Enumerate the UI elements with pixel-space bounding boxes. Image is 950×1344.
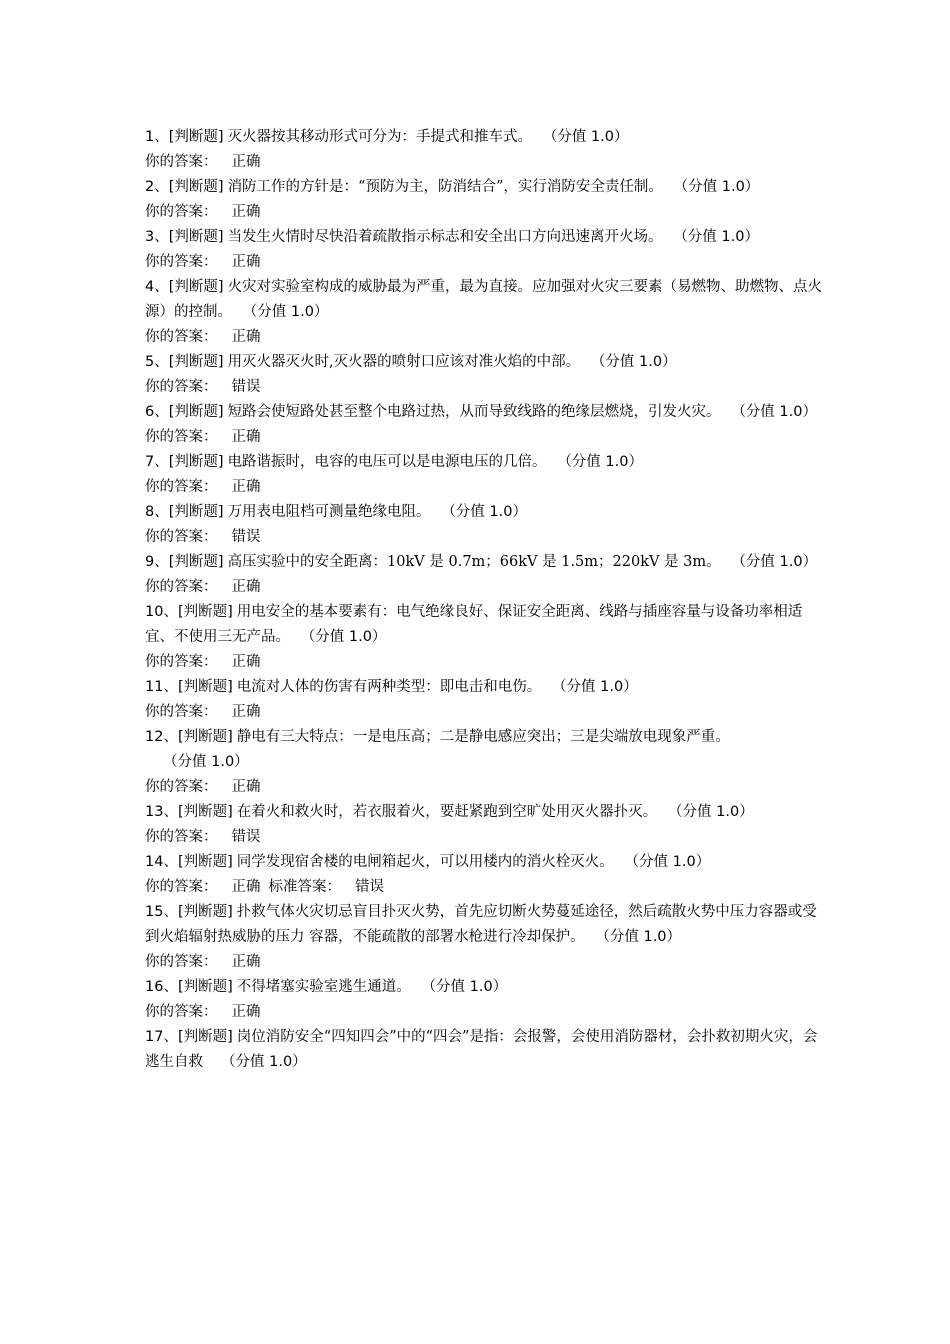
question-number: 2、 xyxy=(145,179,169,195)
answer-value: 正确 xyxy=(231,204,261,220)
answer-label: 你的答案： xyxy=(145,254,218,270)
question-body: 同学发现宿舍楼的电闸箱起火，可以用楼内的消火栓灭火。 xyxy=(236,854,614,870)
question-type: [判断题] xyxy=(168,179,224,195)
question-type: [判断题] xyxy=(177,979,233,995)
answer-label: 你的答案： xyxy=(145,1004,218,1020)
answer-label: 你的答案： xyxy=(145,529,218,545)
question-type: [判断题] xyxy=(168,404,224,420)
question-number: 16、 xyxy=(145,979,178,995)
question-number: 3、 xyxy=(145,229,169,245)
answer-line xyxy=(145,700,825,725)
question-score: （分值 1.0） xyxy=(602,929,682,945)
answer-line xyxy=(145,825,825,850)
question-text-line xyxy=(145,275,825,325)
question-number: 15、 xyxy=(145,904,178,920)
question-score: （分值 1.0） xyxy=(428,979,508,995)
question-type: [判断题] xyxy=(177,804,233,820)
question-score: （分值 1.0） xyxy=(631,854,711,870)
answer-line xyxy=(145,475,825,500)
question-body: 扑救气体火灾切忌盲目扑灭火势，首先应切断火势蔓延途径，然后疏散火势中压力容器或受到火焰辐射热威胁的压力 容器，不能疏散的部署水枪进行冷却保护。 xyxy=(145,904,817,945)
question-type: [判断题] xyxy=(168,229,224,245)
question-score: （分值 1.0） xyxy=(680,179,760,195)
question-body: 高压实验中的安全距离：10kV 是 0.7m；66kV 是 1.5m；220kV 是 3m。 xyxy=(227,554,721,570)
answer-line xyxy=(145,150,825,175)
question-body: 用灭火器灭火时,灭火器的喷射口应该对准火焰的中部。 xyxy=(227,354,581,370)
question-number: 9、 xyxy=(145,554,169,570)
standard-answer-label: 标准答案： xyxy=(268,879,341,895)
question-item xyxy=(145,550,825,600)
question-number: 14、 xyxy=(145,854,178,870)
question-text-line xyxy=(145,125,825,150)
question-body: 万用表电阻档可测量绝缘电阻。 xyxy=(227,504,431,520)
question-body: 短路会使短路处甚至整个电路过热，从而导致线路的绝缘层燃烧，引发火灾。 xyxy=(227,404,721,420)
question-type: [判断题] xyxy=(168,554,224,570)
question-number: 12、 xyxy=(145,729,178,745)
answer-line xyxy=(145,525,825,550)
answer-value: 正确 xyxy=(231,779,261,795)
question-score: （分值 1.0） xyxy=(559,679,638,695)
answer-line xyxy=(145,425,825,450)
answer-value: 正确 xyxy=(231,704,261,720)
answer-label: 你的答案： xyxy=(145,429,218,445)
answer-label: 你的答案： xyxy=(145,879,218,895)
answer-line xyxy=(145,375,825,400)
question-text-line xyxy=(145,600,825,650)
question-body: 电流对人体的伤害有两种类型：即电击和电伤。 xyxy=(236,679,542,695)
question-item xyxy=(145,400,825,450)
question-type: [判断题] xyxy=(168,354,224,370)
answer-label: 你的答案： xyxy=(145,579,218,595)
question-score: （分值 1.0） xyxy=(738,404,817,420)
answer-line xyxy=(145,775,825,800)
question-text-line xyxy=(145,175,825,200)
question-item xyxy=(145,275,825,350)
answer-label: 你的答案： xyxy=(145,154,218,170)
answer-line xyxy=(145,650,825,675)
answer-value: 正确 xyxy=(231,1004,261,1020)
question-number: 8、 xyxy=(145,504,169,520)
question-text-line xyxy=(145,225,825,250)
question-number: 6、 xyxy=(145,404,169,420)
question-item xyxy=(145,600,825,675)
question-type: [判断题] xyxy=(168,504,224,520)
question-score: （分值 1.0） xyxy=(221,1054,307,1070)
question-item xyxy=(145,975,825,1025)
question-number: 1、 xyxy=(145,129,169,145)
answer-label: 你的答案： xyxy=(145,829,218,845)
answer-value: 正确 xyxy=(231,879,261,895)
question-body: 电路谐振时，电容的电压可以是电源电压的几倍。 xyxy=(227,454,547,470)
answer-label: 你的答案： xyxy=(145,329,218,345)
question-number: 17、 xyxy=(145,1029,178,1045)
document-page xyxy=(145,125,825,1075)
answer-label: 你的答案： xyxy=(145,204,218,220)
standard-answer-value: 错误 xyxy=(355,879,384,895)
question-number: 13、 xyxy=(145,804,178,820)
question-number: 10、 xyxy=(145,604,178,620)
question-item xyxy=(145,175,825,225)
question-body: 静电有三大特点：一是电压高；二是静电感应突出；三是尖端放电现象严重。 xyxy=(236,729,730,745)
question-item xyxy=(145,450,825,500)
question-item xyxy=(145,125,825,175)
answer-value: 正确 xyxy=(231,329,261,345)
question-body: 在着火和救火时，若衣服着火，要赶紧跑到空旷处用灭火器扑灭。 xyxy=(236,804,658,820)
question-score: （分值 1.0） xyxy=(448,504,527,520)
answer-line xyxy=(145,250,825,275)
answer-label: 你的答案： xyxy=(145,479,218,495)
question-score: （分值 1.0） xyxy=(163,754,249,770)
answer-label: 你的答案： xyxy=(145,954,218,970)
answer-value: 错误 xyxy=(231,829,261,845)
question-number: 11、 xyxy=(145,679,178,695)
question-type: [判断题] xyxy=(177,604,233,620)
question-type: [判断题] xyxy=(168,279,224,295)
question-item xyxy=(145,350,825,400)
question-item xyxy=(145,800,825,850)
question-text-line xyxy=(145,725,825,775)
question-number: 4、 xyxy=(145,279,169,295)
question-type: [判断题] xyxy=(177,854,233,870)
question-item xyxy=(145,900,825,975)
answer-value: 错误 xyxy=(231,529,261,545)
question-text-line xyxy=(145,1025,825,1075)
question-body: 当发生火情时尽快沿着疏散指示标志和安全出口方向迅速离开火场。 xyxy=(227,229,663,245)
question-type: [判断题] xyxy=(168,129,224,145)
question-text-line xyxy=(145,675,825,700)
question-item xyxy=(145,850,825,900)
answer-value: 错误 xyxy=(231,379,261,395)
question-text-line xyxy=(145,800,825,825)
question-type: [判断题] xyxy=(177,904,233,920)
question-body: 岗位消防安全“四知四会”中的“四会”是指：会报警，会使用消防器材，会扑救初期火灾，会逃生自救 xyxy=(145,1029,818,1070)
question-type: [判断题] xyxy=(177,729,233,745)
question-number: 5、 xyxy=(145,354,169,370)
question-text-line xyxy=(145,450,825,475)
question-type: [判断题] xyxy=(177,1029,233,1045)
question-score: （分值 1.0） xyxy=(680,229,759,245)
answer-line xyxy=(145,200,825,225)
question-text-line xyxy=(145,500,825,525)
answer-value: 正确 xyxy=(231,654,261,670)
question-score: （分值 1.0） xyxy=(675,804,754,820)
question-body: 用电安全的基本要素有：电气绝缘良好、保证安全距离、线路与插座容量与设备功率相适宜、不使用三无产品。 xyxy=(145,604,803,645)
answer-line xyxy=(145,950,825,975)
question-item xyxy=(145,1025,825,1075)
question-text-line xyxy=(145,550,825,575)
answer-label: 你的答案： xyxy=(145,704,218,720)
question-body: 不得堵塞实验室逃生通道。 xyxy=(236,979,411,995)
question-text-line xyxy=(145,350,825,375)
question-text-line xyxy=(145,900,825,950)
question-body: 火灾对实验室构成的威胁最为严重，最为直接。应加强对火灾三要素（易燃物、助燃物、点火源）的控制。 xyxy=(145,279,823,320)
question-score: （分值 1.0） xyxy=(564,454,643,470)
question-item xyxy=(145,225,825,275)
question-text-line xyxy=(145,400,825,425)
answer-label: 你的答案： xyxy=(145,379,218,395)
question-type: [判断题] xyxy=(177,679,233,695)
question-item xyxy=(145,500,825,550)
question-type: [判断题] xyxy=(168,454,224,470)
answer-label: 你的答案： xyxy=(145,654,218,670)
answer-value: 正确 xyxy=(231,579,261,595)
answer-value: 正确 xyxy=(231,954,261,970)
answer-value: 正确 xyxy=(231,479,261,495)
answer-line xyxy=(145,325,825,350)
question-score: （分值 1.0） xyxy=(308,629,387,645)
question-text-line xyxy=(145,975,825,1000)
question-number: 7、 xyxy=(145,454,169,470)
question-body: 灭火器按其移动形式可分为：手提式和推车式。 xyxy=(227,129,533,145)
question-score: （分值 1.0） xyxy=(598,354,677,370)
answer-line xyxy=(145,1000,825,1025)
answer-value: 正确 xyxy=(231,429,261,445)
answer-value: 正确 xyxy=(231,254,261,270)
answer-line xyxy=(145,575,825,600)
question-text-line xyxy=(145,850,825,875)
question-score: （分值 1.0） xyxy=(738,554,818,570)
question-score: （分值 1.0） xyxy=(250,304,329,320)
question-item xyxy=(145,725,825,800)
question-score: （分值 1.0） xyxy=(550,129,629,145)
answer-line xyxy=(145,875,825,900)
question-item xyxy=(145,675,825,725)
answer-value: 正确 xyxy=(231,154,261,170)
answer-label: 你的答案： xyxy=(145,779,218,795)
question-body: 消防工作的方针是：“预防为主，防消结合”，实行消防安全责任制。 xyxy=(227,179,663,195)
